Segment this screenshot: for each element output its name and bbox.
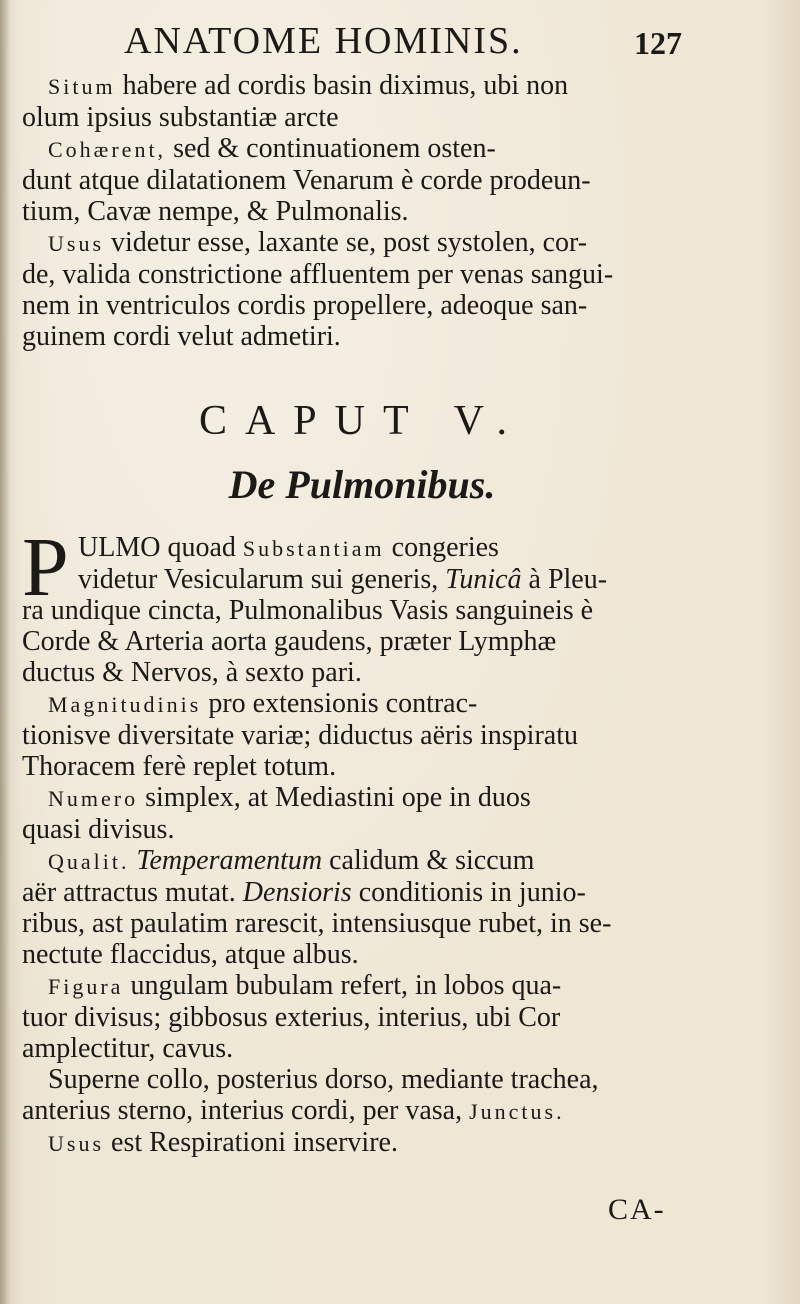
text-run: simplex, at Mediastini ope in duos	[138, 782, 531, 813]
text-line: Corde & Arteria aorta gaudens, præter Lymphæ	[22, 626, 557, 657]
chapter-subtitle: De Pulmonibus.	[228, 462, 496, 507]
paragraph-usus-cordis	[22, 227, 702, 352]
catchword: CA-	[608, 1193, 666, 1226]
running-title: ANATOME HOMINIS.	[124, 20, 523, 62]
paragraph-numero	[22, 782, 702, 845]
chapter-heading: CAPUT V.	[198, 398, 526, 444]
text-line	[22, 782, 702, 814]
text-line: ribus, ast paulatim rarescit, intensiusque rubet, in se-	[22, 908, 612, 939]
drop-cap: P	[22, 521, 69, 614]
italic-term: Tunicâ	[445, 564, 522, 595]
text-line: ductus & Nervos, à sexto pari.	[22, 657, 362, 688]
text-line	[22, 70, 702, 102]
paragraph-pulmo	[22, 521, 702, 688]
page-content	[22, 16, 702, 1159]
gutter-shadow	[0, 0, 10, 1304]
text-line	[22, 845, 702, 877]
small-caps-term: Substantiam	[242, 536, 385, 561]
text-run: habere ad cordis basin diximus, ubi non	[115, 70, 569, 101]
small-caps-term: Qualit.	[48, 849, 130, 874]
small-caps-term: Cohærent,	[48, 137, 167, 162]
text-line	[22, 970, 702, 1002]
small-caps-term: Usus	[48, 231, 105, 256]
text-line: quasi divisus.	[22, 814, 175, 845]
running-head	[22, 16, 702, 70]
paragraph-magnitudinis	[22, 688, 702, 782]
text-line: Thoracem ferè replet totum.	[22, 751, 337, 782]
text-run: calidum & siccum	[322, 845, 535, 876]
small-caps-term: Figura	[48, 974, 124, 999]
small-caps-term: Situm	[48, 74, 116, 99]
paragraph-qualit	[22, 845, 702, 970]
text-run: ULMO quoad	[78, 532, 243, 563]
text-line: nem in ventriculos cordis propellere, adeoque san-	[22, 290, 588, 321]
text-run: congeries	[384, 532, 499, 563]
small-caps-term: Junctus.	[469, 1099, 565, 1124]
text-line: de, valida constrictione affluentem per venas sangui-	[22, 259, 614, 290]
text-line	[22, 877, 702, 908]
text-line	[22, 564, 702, 595]
paragraph-superne	[22, 1064, 702, 1127]
text-run: pro extensionis contrac-	[201, 688, 478, 719]
text-line	[22, 133, 702, 165]
text-line	[22, 1095, 702, 1127]
small-caps-term: Numero	[48, 786, 139, 811]
text-run: est Respirationi inservire.	[104, 1127, 398, 1158]
text-line	[22, 1127, 702, 1159]
text-run: aër attractus mutat.	[22, 877, 243, 908]
paragraph-usus-pulmonis	[22, 1127, 702, 1159]
small-caps-term: Usus	[48, 1131, 105, 1156]
text-run: videtur esse, laxante se, post systolen, cor-	[104, 227, 588, 258]
text-line	[22, 688, 702, 720]
text-line	[22, 227, 702, 259]
text-line: nectute flaccidus, atque albus.	[22, 939, 359, 970]
text-line: tium, Cavæ nempe, & Pulmonalis.	[22, 196, 409, 227]
text-line: tionisve diversitate variæ; diductus aëris inspiratu	[22, 720, 578, 751]
text-run: anterius sterno, interius cordi, per vasa,	[22, 1095, 470, 1126]
text-line: ra undique cincta, Pulmonalibus Vasis sanguineis è	[22, 595, 594, 626]
text-line: olum ipsius substantiæ arcte	[22, 102, 339, 133]
text-line: Superne collo, posterius dorso, mediante trachea,	[48, 1064, 599, 1095]
text-run: conditionis in junio-	[351, 877, 586, 908]
paragraph-situm	[22, 70, 702, 133]
text-line: tuor divisus; gibbosus exterius, interius, ubi Cor	[22, 1002, 561, 1033]
text-run: videtur Vesicularum sui generis,	[78, 564, 446, 595]
italic-term: Temperamentum	[129, 845, 323, 876]
text-run: ungulam bubulam refert, in lobos qua-	[123, 970, 562, 1001]
small-caps-term: Magnitudinis	[48, 692, 202, 717]
paragraph-figura	[22, 970, 702, 1064]
text-run: à Pleu-	[521, 564, 608, 595]
text-line	[22, 532, 702, 564]
paragraph-cohaerent	[22, 133, 702, 227]
text-run: sed & continuationem osten-	[166, 133, 496, 164]
text-line: amplectitur, cavus.	[22, 1033, 234, 1064]
italic-term: Densioris	[242, 877, 352, 908]
page-number: 127	[634, 25, 682, 61]
text-line: guinem cordi velut admetiri.	[22, 321, 341, 352]
text-line: dunt atque dilatationem Venarum è corde prodeun-	[22, 165, 591, 196]
